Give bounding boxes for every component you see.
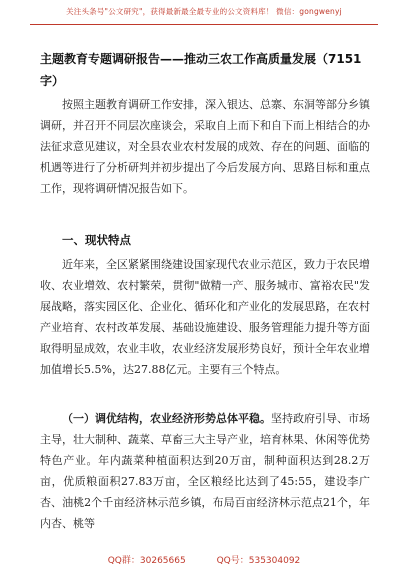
subsection1-text: 坚持政府引导、市场主导，壮大制种、蔬菜、草畜三大主导产业，培育林果、休闲等优势特色产业。年内蔬菜种植面积达到20万亩，制种面积达到28.2万亩，优质粮面积27.83万亩，全区粮经比达到了45:55，建设李广杏、油桃2个千亩经济林示范乡镇，布局百亩经济林示范点21个，年内杏、桃等 — [40, 412, 370, 530]
subsection1-lead: （一）调优结构，农业经济形势总体平稳。 — [62, 412, 271, 425]
page-title: 主题教育专题调研报告——推动三农工作高质量发展（7151字） — [40, 52, 362, 88]
section-heading: 一、现状特点 — [62, 233, 131, 247]
header-banner: 关注头条号"公文研究"，获得最新最全最专业的公文资料库！ 微信：gongwenyj — [66, 7, 342, 16]
footer-qq-number: QQ号：535304092 — [216, 556, 301, 566]
section1-paragraph: 近年来，全区紧紧围绕建设国家现代农业示范区，致力于农民增收、农业增效、农村繁荣，贯彻"做精一产、服务城市、富裕农民"发展战略，落实园区化、企业化、循环化和产业化的发展思路，在农村产业培育、农村改革发展、基础设施建设、服务管理能力提升等方面取得明显成效，农业丰收，农业经济发展形势良好，预计全年农业增加值增长5.5%，达27.88亿元。主要有三个特点。 — [40, 258, 370, 376]
footer-qq-group: QQ群：30265665 — [107, 556, 186, 566]
intro-paragraph: 按照主题教育调研工作安排，深入银达、总寨、东洞等部分乡镇调研，并召开不同层次座谈会，采取自上而下和自下而上相结合的办法征求意见建议，对全县农业农村发展的成效、存在的问题、面临的机遇等进行了分析研判并初步提出了今后发展方向、思路目标和重点工作，现将调研情况报告如下。 — [40, 98, 370, 195]
header-divider — [30, 24, 378, 25]
subsection1-paragraph — [40, 408, 370, 534]
footer — [0, 553, 408, 566]
